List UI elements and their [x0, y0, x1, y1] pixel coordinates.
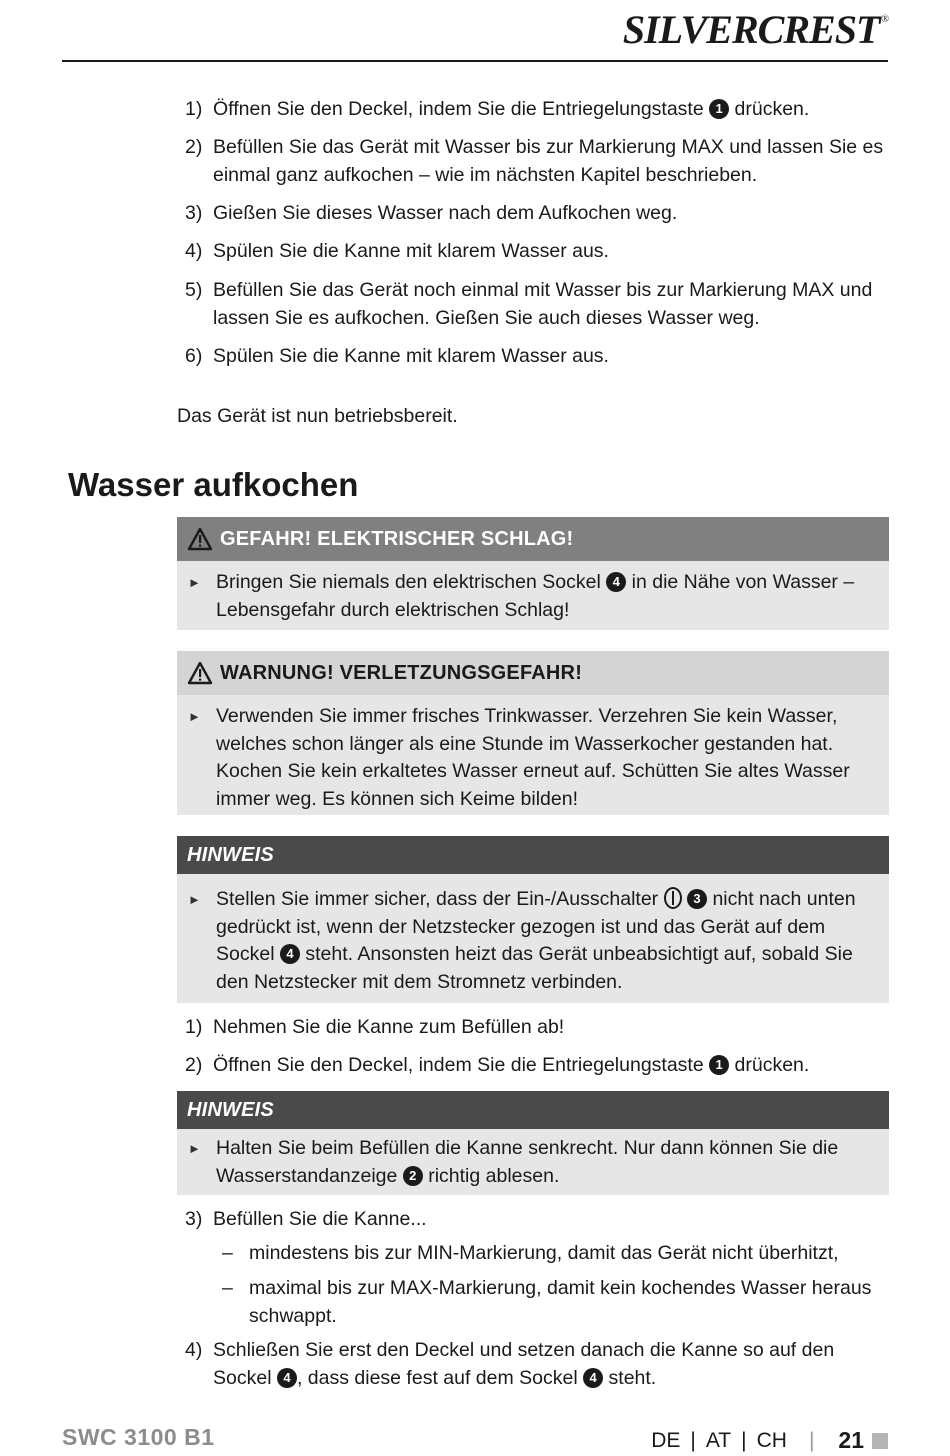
note-header: HINWEIS	[177, 1091, 889, 1129]
warning-triangle-icon	[187, 661, 213, 685]
list-item: 2) Befüllen Sie das Gerät mit Wasser bis zur Markierung MAX und lassen Sie es einmal ganz aufkochen – wie im nächsten Kapitel beschrieben.	[185, 136, 884, 186]
list-item: 3) Gießen Sie dieses Wasser nach dem Aufkochen weg.	[185, 202, 678, 224]
part-badge: 4	[606, 572, 626, 592]
list-item: 1) Nehmen Sie die Kanne zum Befüllen ab!	[185, 1016, 565, 1038]
note-box: HINWEIS ► Halten Sie beim Befüllen die Kanne senkrecht. Nur dann können Sie die Wasserstandanzeige 2 richtig ablesen.	[177, 1091, 889, 1195]
bullet-arrow-icon: ►	[188, 1141, 201, 1156]
danger-header: GEFAHR! ELEKTRISCHER SCHLAG!	[177, 517, 889, 561]
sub-list-item: – maximal bis zur MAX-Markierung, damit kein kochendes Wasser heraus schwappt.	[222, 1277, 872, 1327]
list-item: 4) Spülen Sie die Kanne mit klarem Wasser aus.	[185, 240, 609, 262]
footer-right: DE | AT | CH | 21	[651, 1427, 888, 1454]
note-header: HINWEIS	[177, 836, 889, 874]
part-badge: 1	[709, 99, 729, 119]
warning-box: WARNUNG! VERLETZUNGSGEFAHR! ► Verwenden Sie immer frisches Trinkwasser. Verzehren Sie kein Wasser, welches schon länger als eine Stunde im Wasserkocher gestanden hat. Kochen Sie kein erkaltetes Wasser erneut auf. Schütten Sie altes Wasser immer weg. Es können sich Keime bilden!	[177, 651, 889, 815]
page-marker-square	[872, 1433, 888, 1449]
list-item: 6) Spülen Sie die Kanne mit klarem Wasser aus.	[185, 345, 609, 367]
list-item: 5) Befüllen Sie das Gerät noch einmal mit Wasser bis zur Markierung MAX und lassen Sie es aufkochen. Gießen Sie auch dieses Wasser weg.	[185, 279, 873, 329]
brand-logo: SILVERCREST ®	[622, 7, 888, 52]
country-de: DE	[651, 1428, 681, 1452]
part-badge: 4	[280, 944, 300, 964]
country-ch: CH	[756, 1428, 787, 1452]
part-badge: 1	[709, 1055, 729, 1075]
sub-list-item: – mindestens bis zur MIN-Markierung, damit das Gerät nicht überhitzt,	[222, 1242, 839, 1264]
part-badge: 2	[403, 1166, 423, 1186]
header-rule	[62, 60, 888, 62]
note-box: HINWEIS ► Stellen Sie immer sicher, dass der Ein-/Ausschalter 3 nicht nach unten gedrückt ist, wenn der Netzstecker gezogen ist und das Gerät auf dem Sockel 4 steht. Ansonsten heizt das Gerät unbeabsichtigt auf, sobald Sie den Netzstecker mit dem Stromnetz verbinden.	[177, 836, 889, 1003]
ready-text: Das Gerät ist nun betriebsbereit.	[177, 405, 458, 427]
list-item: 1) Öffnen Sie den Deckel, indem Sie die Entriegelungstaste 1 drücken.	[185, 98, 810, 120]
list-item: 2) Öffnen Sie den Deckel, indem Sie die Entriegelungstaste 1 drücken.	[185, 1054, 810, 1076]
bullet-arrow-icon: ►	[188, 575, 201, 590]
model-number: SWC 3100 B1	[62, 1424, 215, 1450]
power-switch-icon	[664, 887, 682, 909]
country-at: AT	[705, 1428, 732, 1452]
page-number: 21	[838, 1427, 864, 1453]
bullet-arrow-icon: ►	[188, 709, 201, 724]
bullet-arrow-icon: ►	[188, 892, 201, 907]
part-badge: 4	[277, 1368, 297, 1388]
part-badge: 3	[687, 889, 707, 909]
part-badge: 4	[583, 1368, 603, 1388]
section-title: Wasser aufkochen	[68, 466, 359, 503]
warning-header: WARNUNG! VERLETZUNGSGEFAHR!	[177, 651, 889, 695]
list-item: 4) Schließen Sie erst den Deckel und setzen danach die Kanne so auf den Sockel 4 , dass diese fest auf dem Sockel 4 steht.	[185, 1339, 835, 1389]
danger-box: GEFAHR! ELEKTRISCHER SCHLAG! ► Bringen Sie niemals den elektrischen Sockel 4 in die Nähe von Wasser – Lebensgefahr durch elektrischen Schlag!	[177, 517, 889, 630]
warning-triangle-icon	[187, 527, 213, 551]
list-item: 3) Befüllen Sie die Kanne...	[185, 1208, 427, 1230]
